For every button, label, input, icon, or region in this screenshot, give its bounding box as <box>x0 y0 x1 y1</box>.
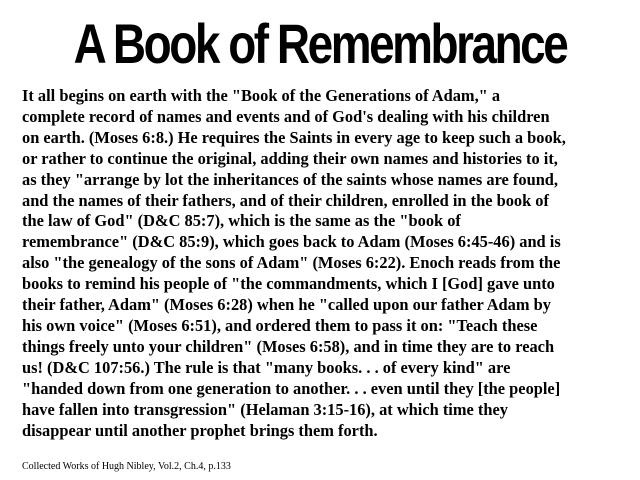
body-line: us! (D&C 107:56.) The rule is that "many books. . . of every kind" are <box>22 357 511 377</box>
body-text <box>22 86 622 441</box>
source-citation: Collected Works of Hugh Nibley, Vol.2, Ch.4, p.133 <box>22 461 231 472</box>
body-line: have fallen into transgression" (Helaman 3:15-16), at which time they <box>22 399 508 419</box>
body-line: as they "arrange by lot the inheritances of the saints whose names are found, <box>22 169 559 189</box>
body-line: disappear until another prophet brings them forth. <box>22 420 378 440</box>
body-line: their father, Adam" (Moses 6:28) when he "called upon our father Adam by <box>22 295 551 315</box>
body-line: on earth. (Moses 6:8.) He requires the Saints in every age to keep such a book, <box>22 127 566 147</box>
body-line: and the names of their fathers, and of their children, enrolled in the book of <box>22 190 549 210</box>
body-line: remembrance" (D&C 85:9), which goes back to Adam (Moses 6:45-46) and is <box>22 232 561 252</box>
body-line: It all begins on earth with the "Book of the Generations of Adam," a <box>22 86 501 105</box>
body-line: also "the genealogy of the sons of Adam" (Moses 6:22). Enoch reads from the <box>22 253 561 273</box>
body-line: or rather to continue the original, adding their own names and histories to it, <box>22 148 558 168</box>
body-line: "handed down from one generation to another. . . even until they [the people] <box>22 378 561 398</box>
body-line: the law of God" (D&C 85:7), which is the same as the "book of <box>22 211 461 231</box>
body-line: things freely unto your children" (Moses 6:58), and in time they are to reach <box>22 336 555 356</box>
body-line: complete record of names and events and of God's dealing with his children <box>22 106 550 126</box>
slide-title: A Book of Remembrance <box>73 12 567 75</box>
body-line: books to remind his people of "the commandments, which I [God] gave unto <box>22 274 555 294</box>
body-line: his own voice" (Moses 6:51), and ordered them to pass it on: "Teach these <box>22 315 538 335</box>
